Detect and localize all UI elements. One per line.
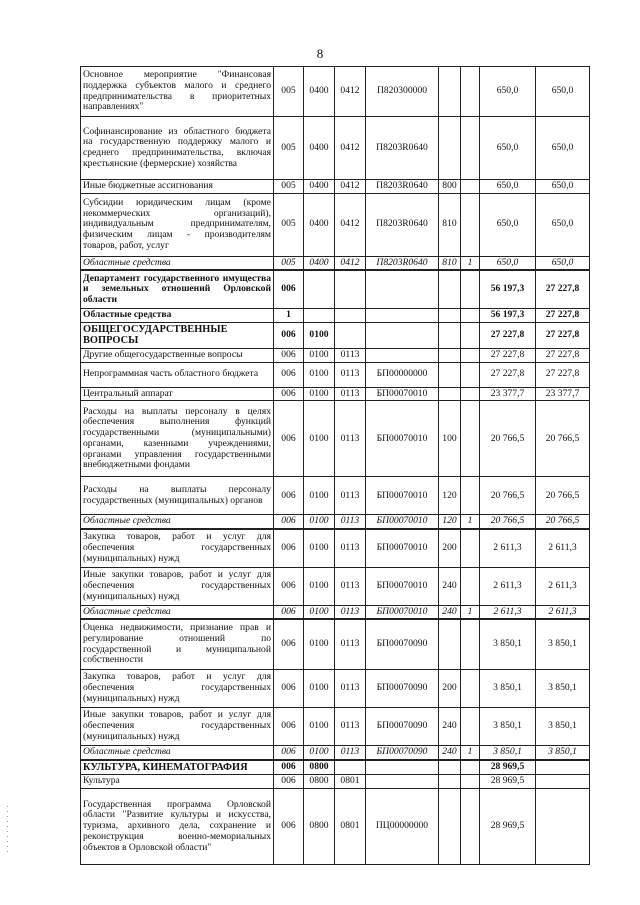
amount-executed: 650,0 — [536, 67, 590, 117]
subsection-code: 0113 — [335, 707, 366, 745]
amount-executed: 2 611,3 — [536, 529, 590, 567]
fund-source-code — [461, 789, 480, 865]
table-row — [81, 745, 590, 759]
target-article-code: БП00070010 — [366, 401, 439, 477]
amount-planned: 2 611,3 — [480, 605, 536, 619]
table-row — [81, 605, 590, 619]
section-code: 0100 — [304, 745, 335, 759]
section-code: 0400 — [304, 256, 335, 270]
row-name: Областные средства — [81, 745, 274, 759]
admin-code: 005 — [274, 117, 304, 180]
page-number: 8 — [316, 46, 324, 61]
expense-type-code — [439, 67, 461, 117]
target-article-code: ПЦ00000000 — [366, 789, 439, 865]
table-row — [81, 529, 590, 567]
amount-executed: 3 850,1 — [536, 669, 590, 707]
fund-source-code — [461, 669, 480, 707]
admin-code: 005 — [274, 180, 304, 194]
expense-type-code — [439, 117, 461, 180]
amount-planned: 27 227,8 — [480, 348, 536, 362]
section-code: 0100 — [304, 707, 335, 745]
amount-planned: 56 197,3 — [480, 270, 536, 308]
admin-code: 006 — [274, 619, 304, 669]
section-code: 0800 — [304, 789, 335, 865]
subsection-code: 0412 — [335, 117, 366, 180]
section-code — [304, 308, 335, 322]
target-article-code — [366, 760, 439, 775]
expense-type-code: 810 — [439, 193, 461, 256]
row-name: Иные закупки товаров, работ и услуг для обеспечения государственных (муниципальных) нужд — [81, 567, 274, 605]
target-article-code — [366, 270, 439, 308]
row-name: Департамент государственного имущества и земельных отношений Орловской области — [81, 270, 274, 308]
table-row — [81, 477, 590, 515]
amount-executed: 27 227,8 — [536, 270, 590, 308]
table-row — [81, 256, 590, 270]
admin-code: 1 — [274, 308, 304, 322]
target-article-code: П8203R0640 — [366, 117, 439, 180]
fund-source-code: 1 — [461, 515, 480, 529]
table-row — [81, 117, 590, 180]
section-code: 0100 — [304, 605, 335, 619]
admin-code: 006 — [274, 515, 304, 529]
fund-source-code: 1 — [461, 745, 480, 759]
section-code: 0100 — [304, 669, 335, 707]
subsection-code: 0113 — [335, 515, 366, 529]
target-article-code: П8203R0640 — [366, 193, 439, 256]
target-article-code: БП00070090 — [366, 669, 439, 707]
table-row — [81, 401, 590, 477]
admin-code: 005 — [274, 67, 304, 117]
target-article-code: БП00070010 — [366, 529, 439, 567]
table-row — [81, 707, 590, 745]
fund-source-code — [461, 67, 480, 117]
admin-code: 006 — [274, 669, 304, 707]
table-row — [81, 760, 590, 775]
subsection-code: 0113 — [335, 567, 366, 605]
expense-type-code: 240 — [439, 707, 461, 745]
expense-type-code: 800 — [439, 180, 461, 194]
subsection-code: 0412 — [335, 180, 366, 194]
fund-source-code — [461, 308, 480, 322]
amount-planned: 3 850,1 — [480, 619, 536, 669]
amount-executed: 20 766,5 — [536, 401, 590, 477]
section-code: 0100 — [304, 348, 335, 362]
subsection-code: 0113 — [335, 348, 366, 362]
table-row — [81, 387, 590, 401]
subsection-code: 0412 — [335, 67, 366, 117]
target-article-code — [366, 775, 439, 789]
row-name: Закупка товаров, работ и услуг для обеспечения государственных (муниципальных) нужд — [81, 669, 274, 707]
admin-code: 006 — [274, 707, 304, 745]
admin-code: 006 — [274, 401, 304, 477]
fund-source-code — [461, 775, 480, 789]
expense-type-code: 240 — [439, 567, 461, 605]
section-code: 0100 — [304, 515, 335, 529]
expense-type-code: 240 — [439, 745, 461, 759]
subsection-code: 0113 — [335, 745, 366, 759]
admin-code: 006 — [274, 348, 304, 362]
amount-planned: 28 969,5 — [480, 760, 536, 775]
expense-type-code — [439, 760, 461, 775]
target-article-code: П820300000 — [366, 67, 439, 117]
section-code: 0100 — [304, 401, 335, 477]
target-article-code: П8203R0640 — [366, 180, 439, 194]
amount-planned: 650,0 — [480, 256, 536, 270]
section-code: 0800 — [304, 760, 335, 775]
admin-code: 005 — [274, 256, 304, 270]
subsection-code — [335, 308, 366, 322]
amount-executed: 27 227,8 — [536, 362, 590, 387]
table-row — [81, 619, 590, 669]
fund-source-code — [461, 401, 480, 477]
row-name: Непрограммная часть областного бюджета — [81, 362, 274, 387]
row-name: ОБЩЕГОСУДАРСТВЕННЫЕ ВОПРОСЫ — [81, 322, 274, 348]
expense-type-code: 120 — [439, 477, 461, 515]
table-row — [81, 362, 590, 387]
row-name: Центральный аппарат — [81, 387, 274, 401]
row-name: Иные бюджетные ассигнования — [81, 180, 274, 194]
subsection-code: 0113 — [335, 529, 366, 567]
amount-executed: 650,0 — [536, 193, 590, 256]
target-article-code: БП00070010 — [366, 387, 439, 401]
amount-planned: 27 227,8 — [480, 362, 536, 387]
amount-planned: 56 197,3 — [480, 308, 536, 322]
amount-planned: 3 850,1 — [480, 669, 536, 707]
admin-code: 006 — [274, 477, 304, 515]
section-code: 0100 — [304, 567, 335, 605]
section-code: 0100 — [304, 529, 335, 567]
expense-type-code — [439, 775, 461, 789]
target-article-code: БП00070010 — [366, 477, 439, 515]
scan-artifact — [6, 806, 9, 876]
fund-source-code — [461, 193, 480, 256]
row-name: Областные средства — [81, 605, 274, 619]
row-name: Субсидии юридическим лицам (кроме некоммерческих организаций), индивидуальным предпринимателям, физическим лицам - производителям товаров, работ, услуг — [81, 193, 274, 256]
target-article-code: БП00070090 — [366, 745, 439, 759]
subsection-code: 0801 — [335, 775, 366, 789]
amount-planned: 27 227,8 — [480, 322, 536, 348]
amount-executed — [536, 789, 590, 865]
table-row — [81, 322, 590, 348]
amount-planned: 2 611,3 — [480, 567, 536, 605]
fund-source-code — [461, 760, 480, 775]
table-row — [81, 567, 590, 605]
expense-type-code — [439, 789, 461, 865]
section-code: 0100 — [304, 387, 335, 401]
row-name: Культура — [81, 775, 274, 789]
fund-source-code — [461, 270, 480, 308]
table-row — [81, 308, 590, 322]
section-code: 0400 — [304, 67, 335, 117]
fund-source-code: 1 — [461, 605, 480, 619]
target-article-code: П8203R0640 — [366, 256, 439, 270]
amount-planned: 20 766,5 — [480, 515, 536, 529]
amount-planned: 2 611,3 — [480, 529, 536, 567]
section-code: 0100 — [304, 619, 335, 669]
amount-planned: 650,0 — [480, 117, 536, 180]
subsection-code: 0412 — [335, 193, 366, 256]
amount-planned: 20 766,5 — [480, 401, 536, 477]
section-code: 0400 — [304, 193, 335, 256]
expense-type-code: 100 — [439, 401, 461, 477]
budget-table — [80, 66, 590, 865]
fund-source-code — [461, 322, 480, 348]
admin-code: 006 — [274, 322, 304, 348]
row-name: Расходы на выплаты персоналу государственных (муниципальных) органов — [81, 477, 274, 515]
admin-code: 006 — [274, 605, 304, 619]
target-article-code: БП00070010 — [366, 605, 439, 619]
section-code: 0800 — [304, 775, 335, 789]
subsection-code: 0113 — [335, 362, 366, 387]
admin-code: 006 — [274, 270, 304, 308]
admin-code: 006 — [274, 745, 304, 759]
row-name: Закупка товаров, работ и услуг для обеспечения государственных (муниципальных) нужд — [81, 529, 274, 567]
target-article-code — [366, 322, 439, 348]
subsection-code: 0113 — [335, 605, 366, 619]
amount-executed — [536, 775, 590, 789]
fund-source-code — [461, 619, 480, 669]
row-name: Основное мероприятие "Финансовая поддержка субъектов малого и среднего предпринимательства в приоритетных направлениях" — [81, 67, 274, 117]
row-name: Государственная программа Орловской области "Развитие культуры и искусства, туризма, архивного дела, сохранение и реконструкция военно-мемориальных объектов в Орловской области" — [81, 789, 274, 865]
subsection-code: 0113 — [335, 669, 366, 707]
fund-source-code — [461, 387, 480, 401]
section-code — [304, 270, 335, 308]
expense-type-code — [439, 619, 461, 669]
section-code: 0400 — [304, 180, 335, 194]
subsection-code — [335, 760, 366, 775]
fund-source-code — [461, 348, 480, 362]
subsection-code — [335, 270, 366, 308]
expense-type-code — [439, 308, 461, 322]
table-row — [81, 193, 590, 256]
amount-executed: 3 850,1 — [536, 707, 590, 745]
row-name: Областные средства — [81, 308, 274, 322]
table-row — [81, 515, 590, 529]
admin-code: 006 — [274, 775, 304, 789]
table-row — [81, 67, 590, 117]
section-code: 0100 — [304, 477, 335, 515]
fund-source-code: 1 — [461, 256, 480, 270]
amount-planned: 3 850,1 — [480, 745, 536, 759]
row-name: Иные закупки товаров, работ и услуг для обеспечения государственных (муниципальных) нужд — [81, 707, 274, 745]
amount-executed: 27 227,8 — [536, 348, 590, 362]
row-name: Другие общегосударственные вопросы — [81, 348, 274, 362]
target-article-code: БП00070090 — [366, 707, 439, 745]
admin-code: 006 — [274, 789, 304, 865]
amount-planned: 20 766,5 — [480, 477, 536, 515]
expense-type-code: 200 — [439, 669, 461, 707]
amount-executed: 650,0 — [536, 117, 590, 180]
table-row — [81, 348, 590, 362]
amount-planned: 23 377,7 — [480, 387, 536, 401]
amount-planned: 28 969,5 — [480, 775, 536, 789]
target-article-code: БП00070010 — [366, 567, 439, 605]
row-name: КУЛЬТУРА, КИНЕМАТОГРАФИЯ — [81, 760, 274, 775]
row-name: Софинансирование из областного бюджета на государственную поддержку малого и среднего предпринимательства, включая крестьянские (фермерские) хозяйства — [81, 117, 274, 180]
amount-executed: 20 766,5 — [536, 515, 590, 529]
admin-code: 005 — [274, 193, 304, 256]
subsection-code: 0113 — [335, 619, 366, 669]
subsection-code: 0801 — [335, 789, 366, 865]
amount-planned: 28 969,5 — [480, 789, 536, 865]
section-code: 0100 — [304, 322, 335, 348]
section-code: 0100 — [304, 362, 335, 387]
amount-executed — [536, 760, 590, 775]
fund-source-code — [461, 180, 480, 194]
fund-source-code — [461, 477, 480, 515]
target-article-code — [366, 308, 439, 322]
expense-type-code — [439, 322, 461, 348]
table-row — [81, 669, 590, 707]
target-article-code: БП00070090 — [366, 619, 439, 669]
table-row — [81, 775, 590, 789]
amount-executed: 650,0 — [536, 256, 590, 270]
expense-type-code — [439, 348, 461, 362]
row-name: Оценка недвижимости, признание прав и регулирование отношений по государственной и муниципальной собственности — [81, 619, 274, 669]
amount-executed: 3 850,1 — [536, 619, 590, 669]
subsection-code: 0113 — [335, 477, 366, 515]
fund-source-code — [461, 362, 480, 387]
subsection-code — [335, 322, 366, 348]
fund-source-code — [461, 707, 480, 745]
admin-code: 006 — [274, 760, 304, 775]
admin-code: 006 — [274, 567, 304, 605]
amount-planned: 3 850,1 — [480, 707, 536, 745]
expense-type-code: 120 — [439, 515, 461, 529]
admin-code: 006 — [274, 529, 304, 567]
amount-planned: 650,0 — [480, 193, 536, 256]
table-row — [81, 180, 590, 194]
amount-executed: 23 377,7 — [536, 387, 590, 401]
fund-source-code — [461, 529, 480, 567]
expense-type-code: 200 — [439, 529, 461, 567]
row-name: Расходы на выплаты персоналу в целях обеспечения выполнения функций государственными (муниципальными) органами, казенными учреждениями, органами управления государственными внебюджетными фондами — [81, 401, 274, 477]
target-article-code: БП00000000 — [366, 362, 439, 387]
table-row — [81, 270, 590, 308]
target-article-code — [366, 348, 439, 362]
amount-executed: 2 611,3 — [536, 567, 590, 605]
admin-code: 006 — [274, 362, 304, 387]
row-name: Областные средства — [81, 256, 274, 270]
amount-planned: 650,0 — [480, 67, 536, 117]
expense-type-code — [439, 362, 461, 387]
amount-executed: 20 766,5 — [536, 477, 590, 515]
section-code: 0400 — [304, 117, 335, 180]
amount-executed: 3 850,1 — [536, 745, 590, 759]
amount-executed: 650,0 — [536, 180, 590, 194]
subsection-code: 0113 — [335, 401, 366, 477]
amount-executed: 2 611,3 — [536, 605, 590, 619]
expense-type-code — [439, 387, 461, 401]
amount-planned: 650,0 — [480, 180, 536, 194]
amount-executed: 27 227,8 — [536, 322, 590, 348]
target-article-code: БП00070010 — [366, 515, 439, 529]
expense-type-code: 240 — [439, 605, 461, 619]
table-row — [81, 789, 590, 865]
expense-type-code — [439, 270, 461, 308]
row-name: Областные средства — [81, 515, 274, 529]
amount-executed: 27 227,8 — [536, 308, 590, 322]
fund-source-code — [461, 117, 480, 180]
subsection-code: 0113 — [335, 387, 366, 401]
subsection-code: 0412 — [335, 256, 366, 270]
fund-source-code — [461, 567, 480, 605]
admin-code: 006 — [274, 387, 304, 401]
expense-type-code: 810 — [439, 256, 461, 270]
